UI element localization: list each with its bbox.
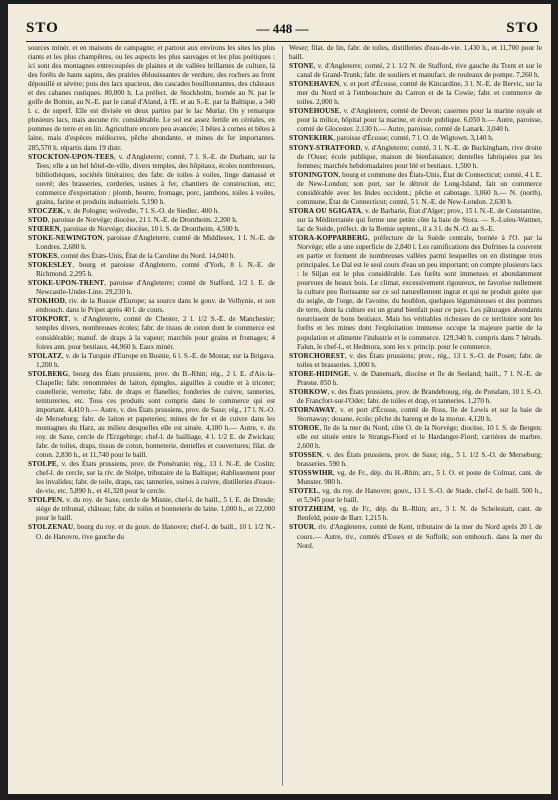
entry-text: , riv. d'Angleterre, comté de Kent, tributaire de la mer du Nord après 20 l. de cours.— Autre, riv., comtés d'Essex et de Suffolk; son embouch. dans la mer du Nord.: [297, 523, 542, 550]
dictionary-entry: [28, 44, 275, 153]
entry-headword: STORCHOREST: [289, 351, 345, 360]
dictionary-entry: [28, 315, 275, 351]
dictionary-entry: [28, 352, 275, 370]
entry-text: , v. d'Angleterre, comté de Devon; casernes pour la marine royale et pour la milice, hôpital pour la marine, et école publique. 6,050 h.— Autre, paroisse, comté de Glocester. 2,130 h.— Autre, paroisse, comté de Lanark. 3,040 h.: [297, 107, 542, 134]
entry-headword: STOUR: [289, 523, 315, 532]
dictionary-entry: [28, 207, 275, 216]
entry-headword: STOLPEN: [28, 496, 63, 505]
entry-text: , v. de Barbarie, État d'Alger; prov., 15 l. N.-E. de Constantine, sur la Méditerranée qui forme une petite côte la baie de Stora. — S.-Luleu-Wattnet, lac de Suède, préfect. de la Botnie septent., il a 3 l. du N.-O. au S.-E.: [297, 206, 542, 233]
entry-text: , v. des États prussiens, prov. de Poméranie; rég., 13 l. N.-E. de Coslin; chef-l. de cercle, sur la riv. de Stolpe, tributaire de la Baltique; établissement pour les invalides; fabr. de toile, draps, ras; tanneries, usines à cuivre, distilleries d'eaux-de-vie, etc. 5,890 h., et 41,320 pour le cercle.: [36, 460, 275, 496]
dictionary-entry: [28, 496, 275, 523]
entry-headword: STOCZEK: [28, 206, 64, 215]
dictionary-entry: [289, 44, 542, 62]
dictionary-entry: [28, 279, 275, 297]
entry-headword: STOROE: [289, 423, 320, 432]
right-column: [289, 44, 542, 788]
entry-headword: STORKOW: [289, 387, 328, 396]
dictionary-entry: [28, 523, 275, 541]
entry-text: sources minér. et en maisons de campagne; et partout aux environs les sites les plus riants et les plus champêtres, ou les aspects les plus sauvages et les plus poétiques : ici sont des montagnes entrecoupées de plaines et de vallées brillantes de culture, là des forêts de hauts sapins, des prairies éblouissantes de verdure, des rochers au front dépouillé et sévère; puis des lacs spacieux, des cascades bouillonnantes, des châteaux et des cabanes rustiques. 80,000 h. La préfect. de Stockholm, bornée au N. par le golfe de Botnie, au N.-E. par le canal d'Aland, à l'E. et au S.-E. par la Baltique, a 340 l. c. de superf. Elle est divisée en deux parties par le lac Mœlar. On y remarque plusieurs lacs, mais aucune riv. considérable. Le sol est assez fertile en céréales, en pommes de terre et en lin. Agriculture encore peu avancée; 3 bêtes à cornes et bêtes à laine, mais d'espèces médiocres, pêche abondante, et mines de fer importantes. 285,570 h. répartis dans 19 distr.: [28, 44, 275, 152]
dictionary-entry: [28, 297, 275, 315]
entry-text: , bourg du roy. et du gouv. de Hanovre; chef-l. de baill., 10 l. 1/2 N.-O. de Hanovre, rive gauche du: [36, 523, 275, 541]
entry-headword: STOCKTON-UPON-TEES: [28, 152, 114, 161]
entry-text: , préfecture de la Suède centrale, bornée à l'O. par la Norvège; elle a une superficie de 2,840 l. Les ramifications des Dofrines la couvrent en partie et forment de nombreuses vallées parmi lesquelles on en distingue trois principales. Le Dal est le seul cours d'eau un peu important; on compte plusieurs lacs : le Siljan est le plus considérable. Les forêts sont immenses et abondamment pourvues de beaux bois. Le climat, excessivement rigoureux, ne favorise nullement la culture peu florissante sur ce sol naturellement ingrat et qui ne produit guère que du seigle, de l'orge, de l'avoine, du houblon, quelques légumineuses et des pommes de terre, dont la culture est un grand bienfait pour ce pays. Les pâturages abondants nourrissent de bons bestiaux. Mais les véritables richesses de ce territoire sont les forêts et les mines dont l'exploitation immense occupe la majeure partie de la population et alimente l'industrie et le commerce. 129,340 h. compris dans 7 hérads. Falun, le chef-l., et Hedmora, sont les v. princip. pour le commerce.: [297, 233, 542, 351]
entry-headword: STONE: [289, 62, 314, 71]
dictionary-entry: [289, 505, 542, 523]
entry-headword: STOKE-NEWINGTON: [28, 233, 103, 242]
dictionary-entry: [289, 207, 542, 234]
entry-text: , vg. de Fr., dép. du H.-Rhin; arr., 5 l. O. et poste de Colmar, cant. de Munster. 980 h.: [297, 469, 542, 487]
dictionary-entry: [28, 261, 275, 279]
entry-text: , riv. de la Russie d'Europe; sa source dans le gouv. de Volhynie, et son embouch. dans le Pripet après 40 l. de cours.: [36, 297, 275, 315]
entry-headword: STONEHAVEN: [289, 80, 340, 89]
dictionary-entry: [289, 370, 542, 388]
entry-headword: STOTZHEIM: [289, 505, 334, 514]
dictionary-entry: [289, 487, 542, 505]
column-divider: [282, 46, 283, 786]
entry-headword: STOLZENAU: [28, 523, 74, 532]
dictionary-entry: [289, 134, 542, 143]
entry-headword: STOD: [28, 215, 48, 224]
dictionary-page: [8, 4, 551, 794]
entry-headword: STORE-HIDINGE: [289, 369, 349, 378]
dictionary-entry: [28, 252, 275, 261]
entry-headword: STOLATZ: [28, 351, 62, 360]
entry-headword: STOKHOD: [28, 297, 65, 306]
entry-text: , bourg et commune des États-Unis, État de Connecticut; comté, 4 l. E. de New-London; son port, sur le détroit de Long-Island, fait un commerce considérable avec les Indes occident.; pêche et cabotage. 3,060 h.— N. (north), commune, État de Connecticut; comté, 5 l. N.-E. de New-London. 2,630 h.: [297, 170, 542, 206]
entry-headword: STONINGTON: [289, 170, 339, 179]
entry-headword: STOKPORT: [28, 315, 69, 324]
page-number: — 448 —: [256, 21, 309, 36]
dictionary-entry: [289, 144, 542, 171]
entry-text: , paroisse de Norvége; diocèse, 21 l. N.-E. de Drontheim. 2,200 h.: [47, 215, 238, 224]
entry-headword: STOKESLEY: [28, 261, 73, 270]
entry-headword: STOTEL: [289, 487, 319, 496]
entry-text: , v. des États prussiens; prov., rég., 13 l. S.-O. de Posen; fabr. de toiles et brasseries. 1,000 h.: [297, 351, 542, 369]
dictionary-entry: [28, 370, 275, 460]
header-rule: [26, 41, 539, 42]
dictionary-entry: [289, 62, 542, 80]
dictionary-entry: [289, 352, 542, 370]
entry-text: , paroisse d'Angleterre, comté de Middlesex, 1 l. N.-E. de Londres. 2,680 h.: [36, 233, 275, 252]
entry-text: , vg. de Fr., dép. du B.-Rhin; arr., 3 l. N. de Schelestatt, cant. de Benfeld, poste de Barr. 1,215 h.: [297, 505, 542, 523]
entry-text: , v. et port d'Écosse, comté de Ross, île de Lewis et sur la baie de Stornaway; douane, école; pêche du hareng et de la morue. 4,120 h.: [297, 405, 542, 423]
entry-text: , île de la mer du Nord, côte O. de la Norvège; diocèse, 10 l. S. de Bergen; elle est située entre le Strangs-Fiord et le Hardanger-Fiord; carrières de marbre. 2,600 h.: [297, 423, 542, 451]
entry-text: , comté des États-Unis, État de la Caroline du Nord. 14,040 h.: [57, 252, 236, 261]
entry-text: , v. d'Angleterre; comté, 3 l. N.-E. de Buckingham, rive droite de l'Ouse; école publique, maison de bienfaisance; dentelles fabriquées par les femmes; marchés hebdomadaires pour blé et bestiaux. 1,500 h.: [297, 143, 542, 170]
entry-text: , paroisse d'Écosse; comté, 7 l. O. de Wigtown. 3,140 h.: [333, 134, 494, 143]
header-left-guideword: STO: [26, 20, 59, 36]
entry-headword: STONEHOUSE: [289, 107, 340, 116]
dictionary-entry: [28, 153, 275, 207]
entry-headword: STONEKIRK: [289, 134, 334, 143]
entry-headword: STOLBERG: [28, 369, 69, 378]
dictionary-entry: [289, 523, 542, 550]
dictionary-entry: [28, 234, 275, 252]
entry-text: , v. d'Angleterre; comté, 2 l. 1/2 N. de Stafford, rive gauche du Trent et sur le canal de Grand-Trunk; fabr. de souliers et manufact. de rouleaux de pompe. 7,260 h.: [297, 62, 542, 80]
dictionary-entry: [28, 225, 275, 234]
dictionary-entry: [28, 216, 275, 225]
dictionary-entry: [289, 171, 542, 207]
entry-text: , v. des États prussiens, prov. de Saxe; rég., 5 l. 1/2 S.-O. de Merseburg; brasseries. 590 h.: [297, 451, 542, 469]
left-column: [28, 44, 275, 788]
entry-headword: STOKE-UPON-TRENT: [28, 279, 105, 288]
entry-text: , v. d'Angleterre; comté, 7 l. S.-E. de Durham, sur la Tees; elle a un bel hôtel-de-ville, divers temples, des hôpitaux, écoles nombreuses, bibliothèques, sociétés littéraires; des fabr. de toiles à voiles, linge damassé et ouvré; des brasseries, corderies, usines à fer, chantiers de construction, etc; commerce d'exportation : plomb, beurre, fromage, porc, jambons, toiles à voiles, grains, farine et produits industriels. 5,190 h.: [36, 152, 275, 206]
entry-headword: STORNAWAY: [289, 405, 336, 414]
dictionary-entry: [289, 388, 542, 406]
entry-headword: STOKES: [28, 252, 58, 261]
entry-text: , v. de Pologne; woïvodie, 7 l. S.-O. de Siedlec. 400 h.: [63, 206, 220, 215]
entry-headword: STONY-STRATFORD: [289, 143, 361, 152]
entry-headword: STORA-KOPPARBERG: [289, 233, 368, 242]
entry-text: , v. d'Angleterre, comté de Chester, 2 l. 1/2 S.-E. de Manchester; temples divers, nombreuses écoles; fabr. de tissus de coton dont le commerce est considérable; manuf. de draps à la vapeur; marchés pour grains et fromages; 4 foires ann. pour bestiaux. 44,960 h. Eaux minér.: [36, 315, 275, 351]
running-header: [26, 20, 539, 40]
entry-text: Weser; filat. de lin, fabr. de toiles, distilleries d'eau-de-vie. 1,430 h., et 11,700 pour le baill.: [289, 44, 542, 62]
dictionary-entry: [289, 234, 542, 352]
dictionary-entry: [289, 406, 542, 424]
entry-text: , v. de Danemark, diocèse et île de Seeland; baill., 7 l. N.-E. de Præstø. 850 h.: [297, 369, 542, 387]
entry-text: , v. et port d'Écosse, comté de Kincardine, 3 l. N.-E. de Bervic, sur la mer du Nord et à l'embouchure du Carron et de la Cowie; fabr. et commerce de toiles. 2,000 h.: [297, 80, 542, 107]
entry-headword: STOSSEN: [289, 451, 322, 460]
dictionary-entry: [289, 424, 542, 451]
entry-text: , v. des États prussiens, prov. de Brandebourg, rég. de Potsdam, 10 l. S.-O. de Francfort-sur-l'Oder; fabr. de toiles et drap, et tanneries. 1,270 h.: [297, 387, 542, 405]
entry-text: , v. du roy. de Saxe, cercle de Misnie, chef-l. de baill., 5 l. E. de Dresde; siége de tribunal, château; fabr. de toiles et bonneterie de laine. 1,000 h., et 22,000 pour le baill.: [36, 496, 275, 523]
entry-text: , bourg et paroisse d'Angleterre, comté d'York, 8 l. N.-E. de Richmond. 2,295 h.: [36, 261, 275, 279]
dictionary-entry: [289, 451, 542, 469]
entry-headword: STOLPE: [28, 460, 57, 469]
entry-headword: STŒREN: [28, 224, 60, 233]
entry-text: , vg. du roy. de Hanovre; gouv., 13 l. S.-O. de Stade, chef-l. de baill. 500 h., et 5,945 pour le baill.: [297, 487, 542, 505]
dictionary-entry: [289, 80, 542, 107]
dictionary-entry: [289, 107, 542, 134]
entry-text: , paroisse d'Angleterre; comté de Stafford, 1/2 l. E. de Newcastle-Under-Line. 29,230 h.: [36, 279, 275, 297]
entry-text: , paroisse de Norvége; diocèse, 10 l. S. de Drontheim. 4,500 h.: [59, 224, 240, 233]
dictionary-entry: [28, 460, 275, 496]
entry-headword: STORA OU SGIGATA: [289, 206, 362, 215]
entry-headword: STOSSWIHR: [289, 469, 333, 478]
header-right-guideword: STO: [506, 20, 539, 36]
dictionary-entry: [289, 469, 542, 487]
entry-text: , bourg des États prussiens, prov. du B.-Rhin; rég., 2 l. E. d'Aix-la-Chapelle; fabr. renommées de laiton, épingles, aiguilles à coudre et à tricoter; coutellerie, verrerie; fabr. de draps et flanelles; fonderies de cuivre, tanneries, teintureries, etc. Tous ces produits sont compris dans le commerce qui est important. 4,410 h.— Autre, v. des États prussiens, prov. de Saxe; rég., 17 l. N.-O. de Merseburg; fabr. de laiton et papeteries; mines de fer et de cuivre dans les montagnes du Harz, au milieu desquelles elle est située. 4,180 h.— Autre, v. du roy. de Saxe, cercle de l'Erzgebirge; chef-l. de bailliage, 4 l. 1/2 E. de Zwickau; fabr. de toiles, draps, tissus de coton, bonneterie, dentelles et couvertures; filat. de coton. 2,830 h., et 11,740 pour le baill.: [36, 369, 275, 460]
entry-text: , v. de la Turquie d'Europe en Bosnie, 6 l. S.-E. de Mostar, sur la Brigava. 1,200 h.: [36, 351, 275, 369]
